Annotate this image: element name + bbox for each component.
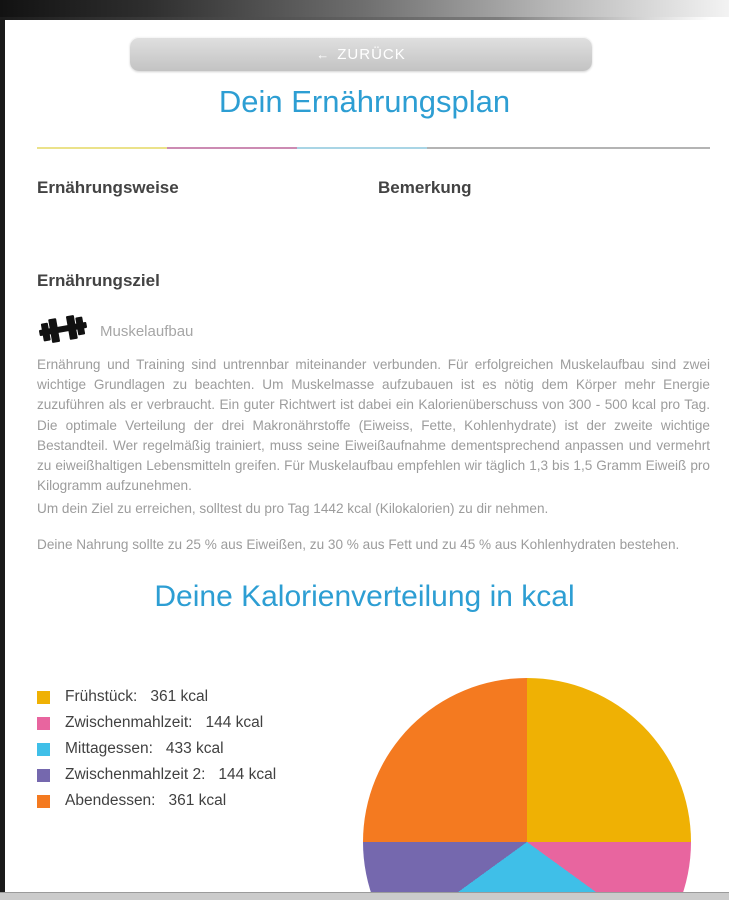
back-button-label: ZURÜCK [337,45,406,63]
chart-legend [37,684,276,814]
page-title: Dein Ernährungsplan [218,84,511,119]
plan-header-row [37,178,710,198]
legend-item[interactable] [37,684,276,710]
pie-chart[interactable] [363,678,691,900]
legend-swatch [37,717,50,730]
daily-calories-paragraph: Um dein Ziel zu erreichen, solltest du pro Tag 1442 kcal (Kilokalorien) zu dir nehmen. [37,501,549,516]
legend-item[interactable] [37,710,276,736]
legend-swatch [37,691,50,704]
column-header-ernaehrungsweise: Ernährungsweise [37,178,179,197]
section-divider [37,147,710,149]
left-frame-edge [0,19,5,892]
back-arrow-icon: ← [316,46,331,62]
chart-title: Deine Kalorienverteilung in kcal [154,580,575,613]
goal-description-paragraph: Ernährung und Training sind untrennbar miteinander verbunden. Für erfolgreichen Muskelaufbau sind zwei wichtige Grundlagen zu beachten. Um Muskelmasse aufzubauen ist es nötig dem Körper mehr Energie zuzuführen als er verbraucht. Ein guter Richtwert ist dabei ein Kalorienüberschuss von 300 - 500 kcal pro Tag. Die optimale Verteilung der drei Makronährstoffe (Eiweiss, Fette, Kohlenhydrate) ist der zweite wichtige Bestandteil. Wer regelmäßig trainiert, muss seine Eiweißaufnahme dementsprechend anpassen und vermehrt zu eiweißhaltigen Lebensmitteln greifen. Für Muskelaufbau empfehlen wir täglich 1,3 bis 1,5 Gramm Eiweiß pro Kilogramm aufzunehmen. [37,357,710,494]
legend-item[interactable] [37,788,276,814]
top-bar-shadow [0,17,712,20]
legend-label: Abendessen: [65,792,156,809]
divider-segment [297,147,427,149]
legend-swatch [37,743,50,756]
legend-label: Mittagessen: [65,740,153,757]
back-button[interactable] [130,37,592,71]
legend-value: 433 kcal [165,740,224,757]
legend-swatch [37,769,50,782]
macro-split-paragraph: Deine Nahrung sollte zu 25 % aus Eiweißen, zu 30 % aus Fett und zu 45 % aus Kohlenhydraten bestehen. [37,537,680,552]
legend-label: Zwischenmahlzeit 2: [65,766,206,783]
legend-value: 144 kcal [205,714,264,731]
legend-value: 361 kcal [150,688,209,705]
column-header-bemerkung: Bemerkung [378,178,472,197]
legend-label: Zwischenmahlzeit: [65,714,193,731]
legend-value: 144 kcal [218,766,277,783]
legend-swatch [37,795,50,808]
top-gradient-bar [0,0,729,17]
legend-value: 361 kcal [168,792,227,809]
goal-heading: Ernährungsziel [37,271,160,290]
bottom-scrollbar[interactable] [0,892,729,900]
divider-segment [37,147,167,149]
divider-segment [427,147,710,149]
dumbbell-icon [37,314,89,349]
goal-label: Muskelaufbau [100,323,194,340]
legend-item[interactable] [37,736,276,762]
legend-label: Frühstück: [65,688,138,705]
goal-row [37,314,193,349]
legend-item[interactable] [37,762,276,788]
divider-segment [167,147,297,149]
